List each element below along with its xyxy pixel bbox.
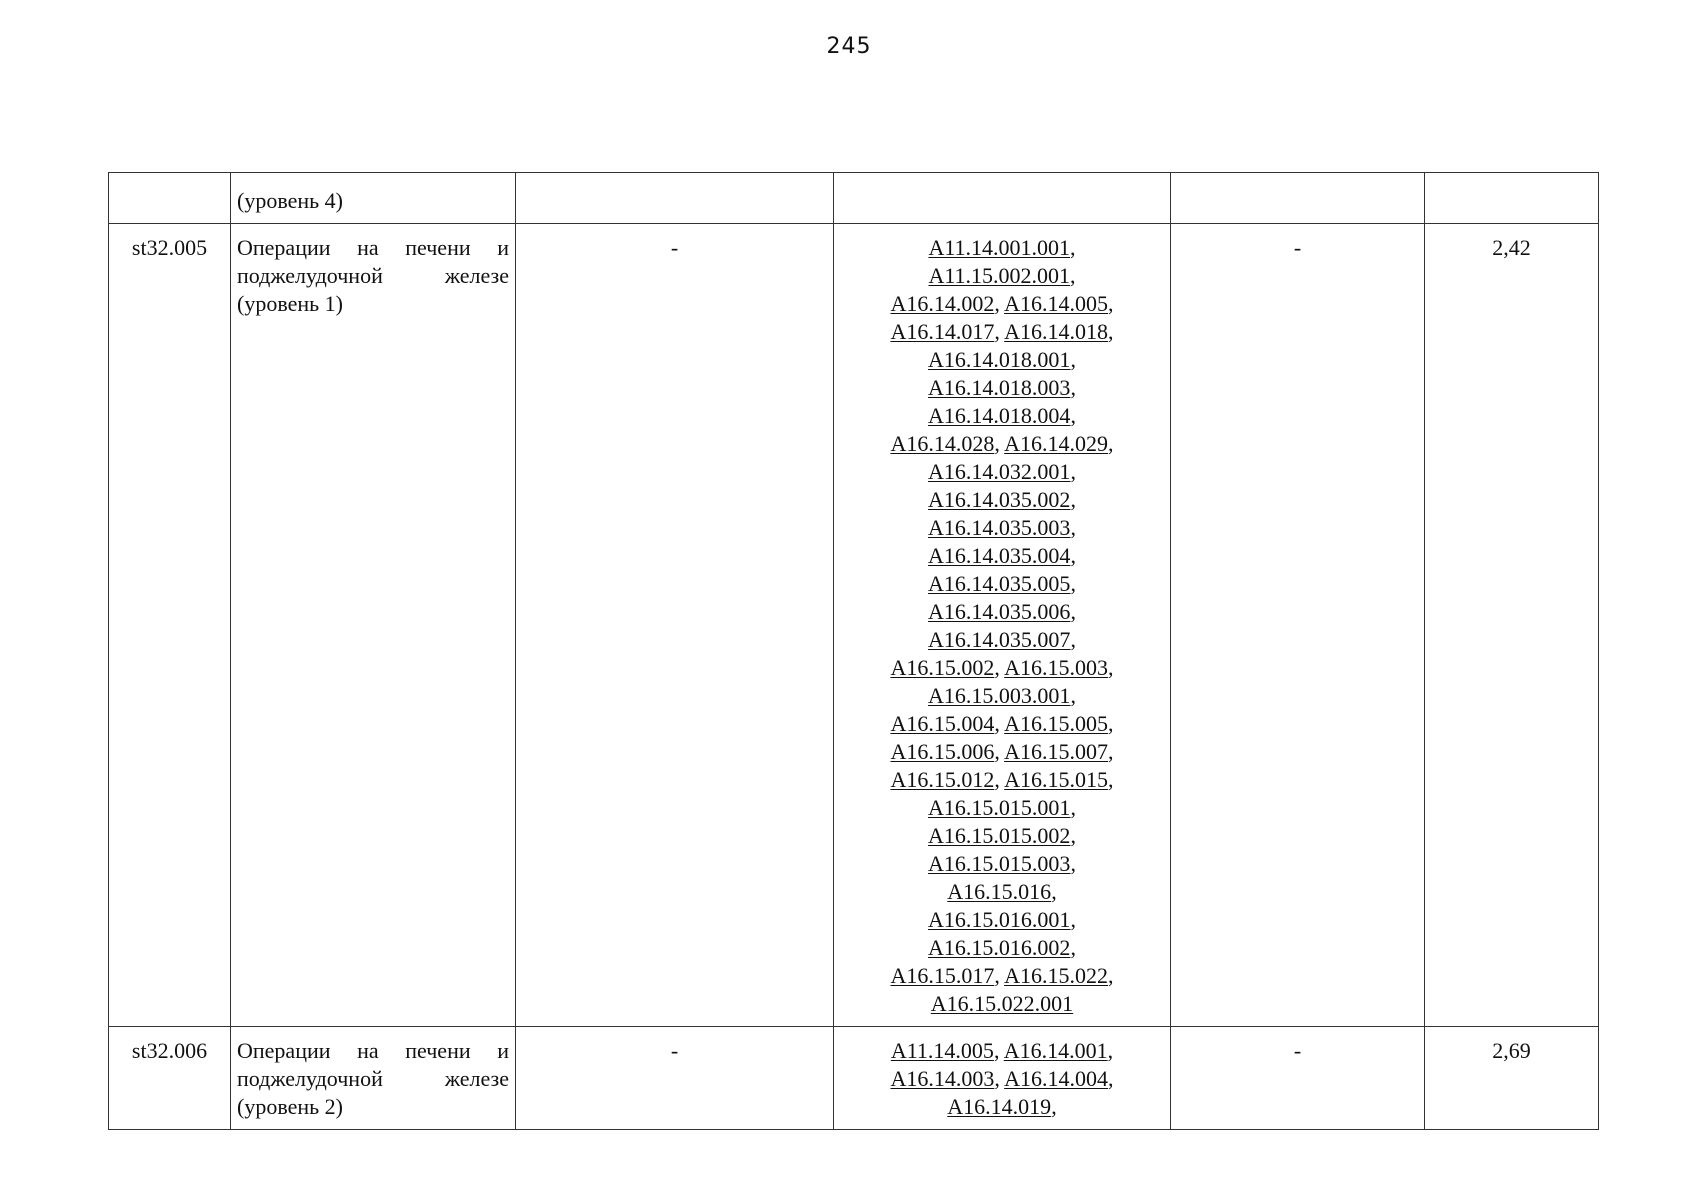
ksg-code-cell — [109, 173, 231, 224]
service-code-line: A16.14.018.004, — [928, 403, 1076, 428]
service-code-link[interactable]: A16.14.019 — [947, 1094, 1052, 1119]
service-code-line: A16.15.015.003, — [928, 851, 1076, 876]
diagnosis-cell: - — [516, 1027, 834, 1130]
service-code-line: A16.15.016.002, — [928, 935, 1076, 960]
service-code-link[interactable]: A16.15.016.001 — [928, 907, 1071, 932]
service-code-link[interactable]: A16.14.018.004 — [928, 403, 1071, 428]
service-code-line: A16.14.018.003, — [928, 375, 1076, 400]
ksg-name-cell: (уровень 4) — [231, 173, 516, 224]
service-code-line: A16.15.015.001, — [928, 795, 1076, 820]
service-code-link[interactable]: A16.14.018.001 — [928, 347, 1071, 372]
service-code-line: A16.14.017, A16.14.018, — [890, 319, 1114, 344]
service-code-link[interactable]: A16.15.015.001 — [928, 795, 1071, 820]
service-code-line: A16.14.035.002, — [928, 487, 1076, 512]
service-code-line: A16.15.006, A16.15.007, — [890, 739, 1114, 764]
service-code-link[interactable]: A16.14.035.005 — [928, 571, 1071, 596]
service-code-line: A16.14.032.001, — [928, 459, 1076, 484]
services-cell — [834, 224, 1171, 1027]
service-code-line: A16.14.035.005, — [928, 571, 1076, 596]
service-code-link[interactable]: A16.14.035.002 — [928, 487, 1071, 512]
service-code-link[interactable]: A16.14.004 — [1004, 1066, 1109, 1091]
service-code-link[interactable]: A16.14.032.001 — [928, 459, 1071, 484]
service-code-link[interactable]: A16.14.005 — [1004, 291, 1109, 316]
service-code-link[interactable]: A16.15.016.002 — [928, 935, 1071, 960]
coefficient-cell: 2,69 — [1425, 1027, 1599, 1130]
service-code-link[interactable]: A16.14.035.007 — [928, 627, 1071, 652]
service-code-link[interactable]: A16.14.001 — [1003, 1038, 1108, 1063]
service-code-link[interactable]: A16.15.015.003 — [928, 851, 1071, 876]
service-code-line: A16.14.002, A16.14.005, — [890, 291, 1114, 316]
service-code-line: A16.14.035.007, — [928, 627, 1076, 652]
service-code-line: A16.15.012, A16.15.015, — [890, 767, 1114, 792]
service-code-link[interactable]: A16.14.029 — [1004, 431, 1109, 456]
service-code-link[interactable]: A11.15.002.001 — [928, 263, 1071, 288]
service-code-link[interactable]: A16.15.006 — [890, 739, 995, 764]
service-code-line: A11.14.005, A16.14.001, — [890, 1038, 1114, 1063]
tariff-table — [108, 172, 1599, 1130]
service-code-line: A16.14.003, A16.14.004, — [890, 1066, 1114, 1091]
service-code-link[interactable]: A16.15.003.001 — [928, 683, 1071, 708]
service-code-link[interactable]: A16.14.018 — [1004, 319, 1109, 344]
other-criteria-cell: - — [1171, 1027, 1425, 1130]
service-code-link[interactable]: A16.14.017 — [890, 319, 995, 344]
service-code-line: A16.15.017, A16.15.022, — [890, 963, 1114, 988]
service-code-line — [840, 990, 1164, 1018]
service-code-link[interactable]: A16.15.007 — [1004, 739, 1109, 764]
service-code-line: A16.15.002, A16.15.003, — [890, 655, 1114, 680]
ksg-code-cell: st32.006 — [109, 1027, 231, 1130]
other-criteria-cell — [1171, 173, 1425, 224]
service-code-link[interactable]: A16.15.004 — [890, 711, 995, 736]
service-code-line: A16.15.016.001, — [928, 907, 1076, 932]
ksg-name-cell: Операции на печени и поджелудочной железе (уровень 2) — [231, 1027, 516, 1130]
service-code-line: A16.14.035.003, — [928, 515, 1076, 540]
service-code-line: A16.14.019, — [947, 1094, 1057, 1119]
other-criteria-cell: - — [1171, 224, 1425, 1027]
service-code-link[interactable]: A16.14.035.006 — [928, 599, 1071, 624]
diagnosis-cell — [516, 173, 834, 224]
service-code-link[interactable]: A16.14.003 — [890, 1066, 995, 1091]
service-code-line: A16.15.015.002, — [928, 823, 1076, 848]
service-code-link[interactable]: A16.15.022 — [1004, 963, 1109, 988]
coefficient-cell: 2,42 — [1425, 224, 1599, 1027]
service-code-link[interactable]: A16.15.015 — [1004, 767, 1109, 792]
service-code-link[interactable]: A16.15.022.001 — [930, 991, 1074, 1016]
service-code-line: A16.15.003.001, — [928, 683, 1076, 708]
service-code-link[interactable]: A11.14.001.001 — [928, 235, 1071, 260]
service-code-link[interactable]: A16.15.012 — [890, 767, 995, 792]
service-code-link[interactable]: A16.15.002 — [890, 655, 995, 680]
service-code-line: A16.14.035.004, — [928, 543, 1076, 568]
service-code-link[interactable]: A16.15.016 — [947, 879, 1052, 904]
service-code-line: A16.15.016, — [947, 879, 1057, 904]
service-code-line: A16.14.035.006, — [928, 599, 1076, 624]
services-cell — [834, 173, 1171, 224]
service-code-link[interactable]: A16.14.035.004 — [928, 543, 1071, 568]
service-code-link[interactable]: A16.15.017 — [890, 963, 995, 988]
table-row — [109, 1027, 1599, 1130]
service-code-link[interactable]: A16.14.002 — [890, 291, 995, 316]
service-code-line: A16.15.004, A16.15.005, — [890, 711, 1114, 736]
service-code-link[interactable]: A16.15.005 — [1004, 711, 1109, 736]
service-code-link[interactable]: A16.14.028 — [890, 431, 995, 456]
table-row — [109, 173, 1599, 224]
services-cell — [834, 1027, 1171, 1130]
service-code-link[interactable]: A16.15.015.002 — [928, 823, 1071, 848]
service-code-link[interactable]: A11.14.005 — [890, 1038, 994, 1063]
service-code-link[interactable]: A16.14.035.003 — [928, 515, 1071, 540]
diagnosis-cell: - — [516, 224, 834, 1027]
page-number: 245 — [826, 34, 872, 59]
coefficient-cell — [1425, 173, 1599, 224]
table-row — [109, 224, 1599, 1027]
service-code-line: A16.14.028, A16.14.029, — [890, 431, 1114, 456]
service-code-line: A11.14.001.001, — [928, 235, 1076, 260]
ksg-name-cell: Операции на печени и поджелудочной железе (уровень 1) — [231, 224, 516, 1027]
service-code-link[interactable]: A16.14.018.003 — [928, 375, 1071, 400]
service-code-line: A11.15.002.001, — [928, 263, 1076, 288]
service-code-line: A16.14.018.001, — [928, 347, 1076, 372]
ksg-code-cell: st32.005 — [109, 224, 231, 1027]
service-code-link[interactable]: A16.15.003 — [1004, 655, 1109, 680]
